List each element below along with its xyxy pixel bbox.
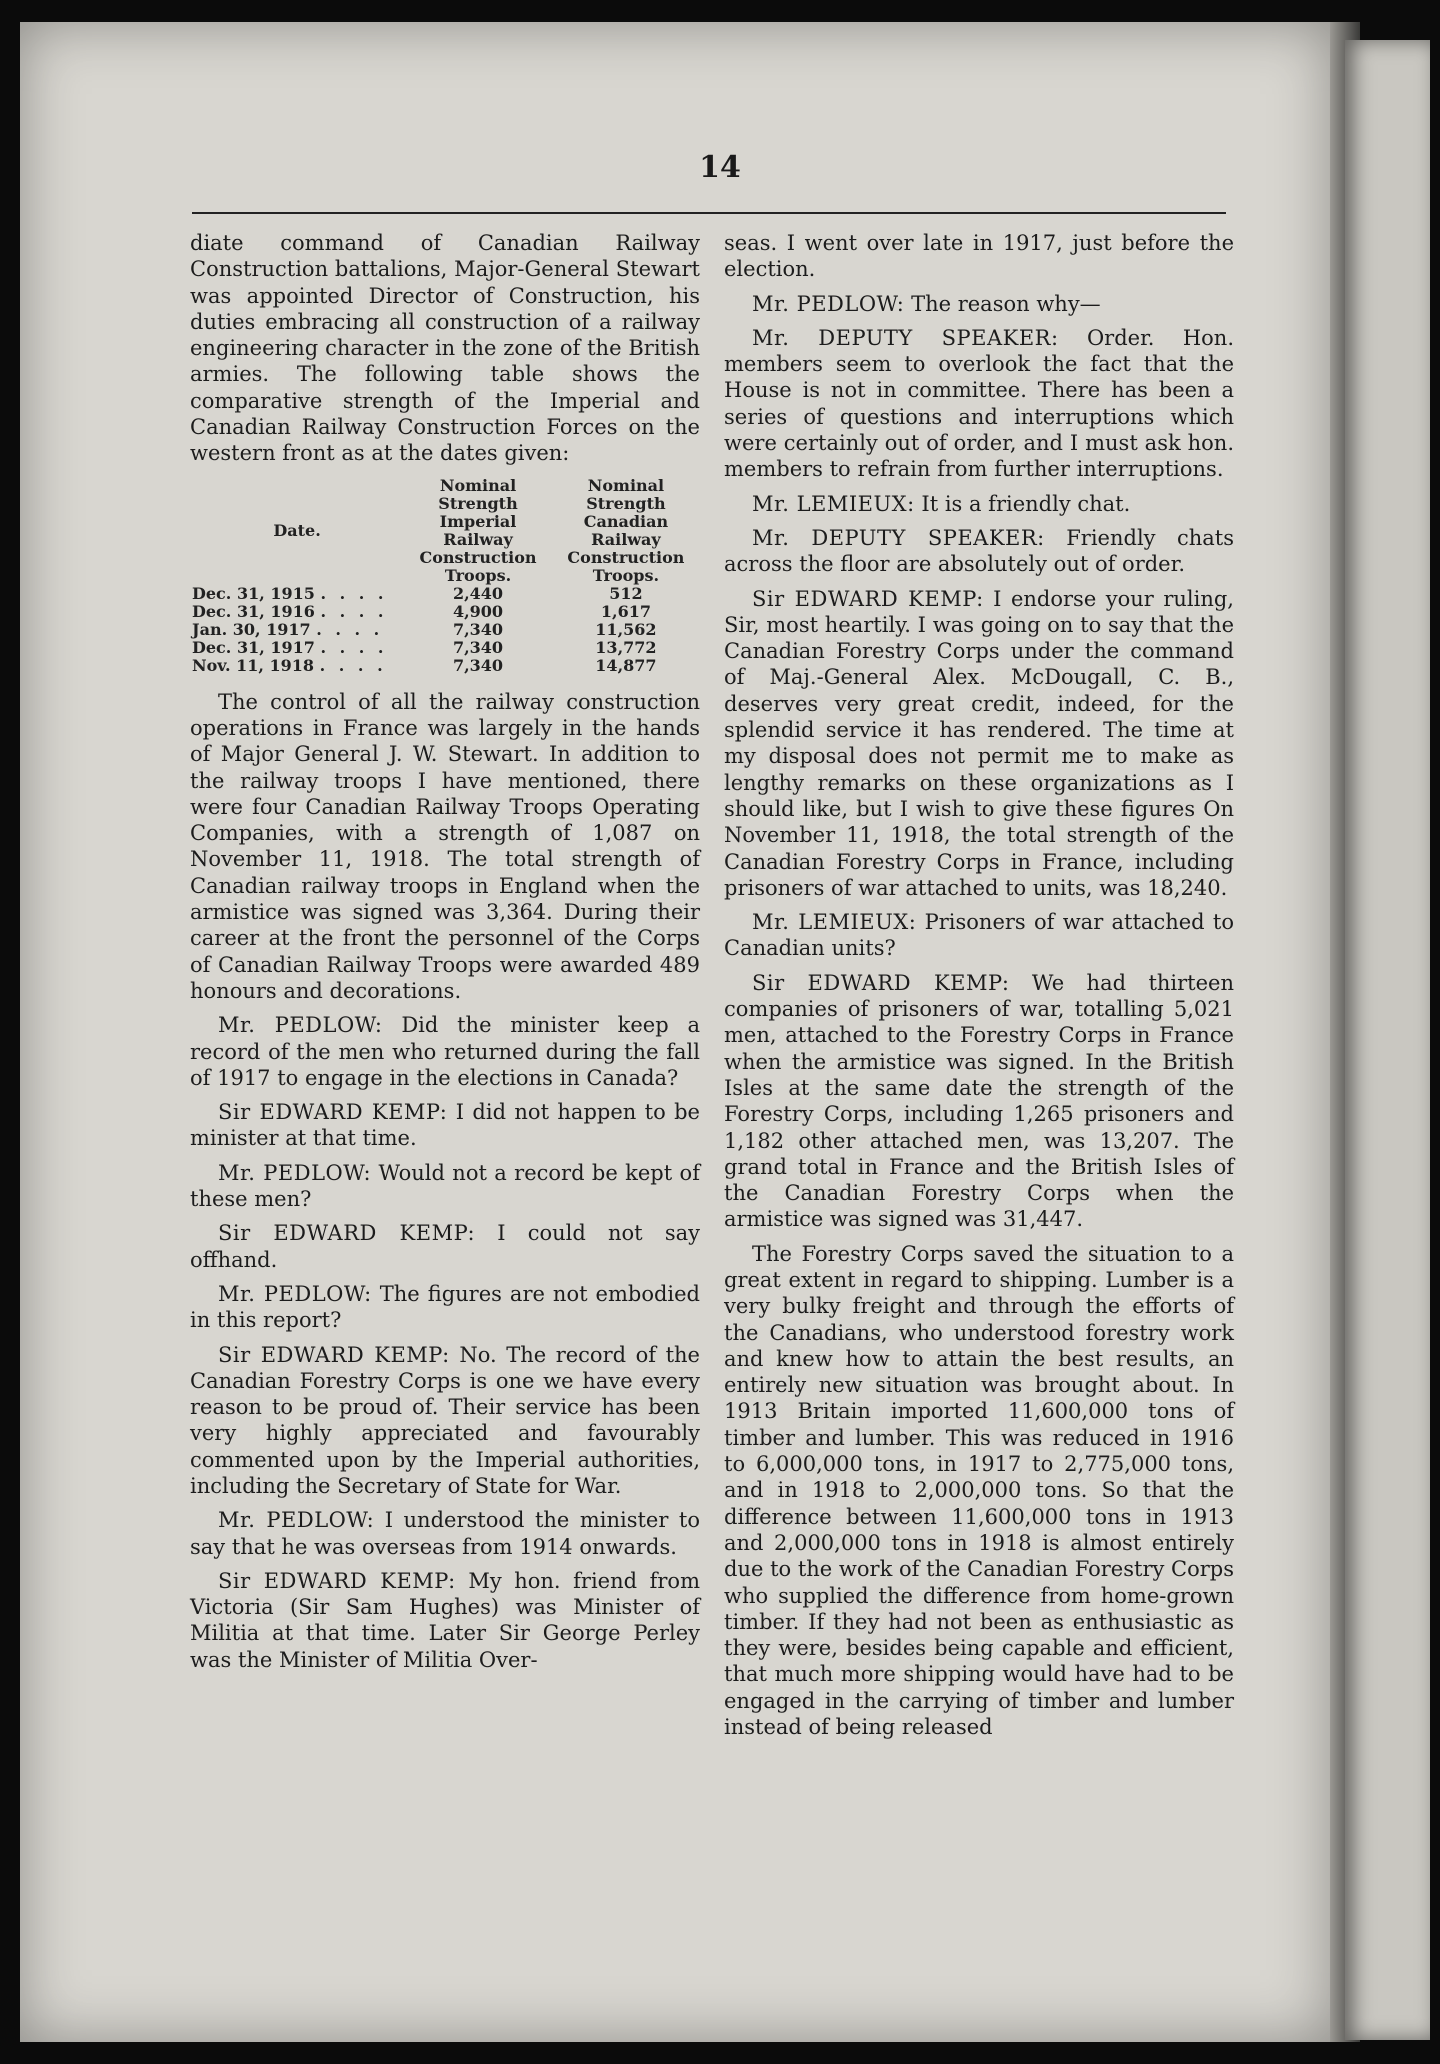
right-paragraph-9: The Forestry Corps saved the situation to a great extent in regard to shipping. Lumber is a very bulky freight and through the efforts of the Canadians, who understood forestry work and knew how to attain the best results, an entirely new situation was brought about. In 1913 Britain imported 11,600,000 tons of timber and lumber. This was reduced in 1916 to 6,000,000 tons, in 1917 to 2,775,000 tons, and in 1918 to 2,000,000 tons. So that the difference between 11,600,000 tons in 1913 and 2,000,000 tons in 1918 is almost entirely due to the work of the Canadian Forestry Corps who supplied the difference from home-grown timber. If they had not been as enthusiastic as they were, besides being capable and efficient, that much more shipping would have had to be engaged in the carrying of timber and lumber instead of being released	[724, 1241, 1234, 1740]
speaker-name: Sir EDWARD KEMP:	[218, 1100, 448, 1125]
right-column	[724, 230, 1234, 1748]
row-date: Dec. 31, 1916	[192, 601, 315, 621]
row-dots: . . . .	[320, 637, 388, 657]
row-imperial: 4,900	[452, 601, 504, 621]
speech-text: My hon. friend from Victoria (Sir Sam Hughes) was Minister of Militia at that time. Later Sir George Perley was the Minister of Militia Over-	[190, 1568, 700, 1672]
speech-text: Did the minister keep a record of the men who returned during the fall of 1917 to engage in the elections in Canada?	[190, 1013, 700, 1090]
left-paragraph-6	[190, 1220, 700, 1273]
table-header-date: Date.	[273, 520, 321, 540]
left-paragraph-10	[190, 1568, 700, 1673]
left-paragraph-8	[190, 1342, 700, 1500]
speaker-name: Mr. PEDLOW:	[218, 1013, 383, 1038]
left-paragraph-4	[190, 1099, 700, 1152]
speech-text: I did not happen to be minister at that time.	[190, 1100, 700, 1151]
page-number: 14	[699, 150, 741, 185]
speaker-name: Mr. DEPUTY SPEAKER:	[752, 325, 1059, 350]
row-dots: . . . .	[319, 655, 387, 675]
left-paragraph-5	[190, 1160, 700, 1213]
row-date: Dec. 31, 1915	[192, 583, 315, 603]
row-date: Dec. 31, 1917	[192, 637, 315, 657]
speech-text: We had thirteen companies of prisoners of war, totalling 5,021 men, attached to the Forestry Corps in France when the armistice was signed. In the British Isles at the same date the strength of the Forestry Corps, including 1,265 prisoners and 1,182 other attached men, was 13,207. The grand total in France and the British Isles of the Canadian Forestry Corps when the armistice was signed was 31,447.	[724, 970, 1234, 1232]
speaker-name: Mr. PEDLOW:	[218, 1160, 372, 1185]
left-paragraph-9	[190, 1507, 700, 1560]
left-paragraph-3	[190, 1012, 700, 1091]
right-paragraph-6	[724, 586, 1234, 902]
right-paragraph-3	[724, 325, 1234, 483]
adjacent-page-edge	[1345, 40, 1430, 2040]
right-paragraph-8	[724, 970, 1234, 1233]
speaker-name: Sir EDWARD KEMP:	[752, 586, 984, 611]
left-paragraph-1: diate command of Canadian Railway Construction battalions, Major-General Stewart was appointed Director of Construction, his duties embracing all construction of a railway engineering character in the zone of the British armies. The following table shows the comparative strength of the Imperial and Canadian Railway Construction Forces on the western front as at the dates given:	[190, 231, 700, 466]
row-canadian: 512	[609, 583, 643, 603]
speech-text: The reason why—	[911, 291, 1101, 316]
row-canadian: 11,562	[595, 619, 657, 639]
table-header-canadian: Nominal Strength Canadian Railway Construction Troops.	[567, 475, 685, 585]
right-paragraph-5	[724, 525, 1234, 578]
right-paragraph-4	[724, 491, 1234, 517]
speech-text: Would not a record be kept of these men?	[190, 1160, 700, 1212]
speaker-name: Sir EDWARD KEMP:	[752, 970, 1010, 995]
speaker-name: Mr. DEPUTY SPEAKER:	[752, 525, 1045, 550]
speech-text: No. The record of the Canadian Forestry Corps is one we have every reason to be proud of. Their service has been very highly appreciated and favourably commented upon by the Imperial authorities, including the Secretary of State for War.	[190, 1342, 700, 1498]
speech-text: It is a friendly chat.	[921, 491, 1131, 516]
speaker-name: Sir EDWARD KEMP:	[218, 1221, 476, 1246]
speech-text: I endorse your ruling, Sir, most heartily. I was going on to say that the Canadian Forestry Corps under the command of Maj.-General Alex. McDougall, C. B., deserves very great credit, indeed, for the splendid service it has rendered. The time at my disposal does not permit me to make as lengthy remarks on these organizations as I should like, but I wish to give these figures On November 11, 1918, the total strength of the Canadian Forestry Corps in France, including prisoners of war attached to units, was 18,240.	[724, 586, 1234, 900]
table-row	[190, 603, 700, 621]
header-rule	[192, 212, 1226, 214]
table-row	[190, 639, 700, 657]
row-dots: . . . .	[320, 601, 388, 621]
speaker-name: Mr. LEMIEUX:	[752, 491, 915, 516]
speaker-name: Sir EDWARD KEMP:	[218, 1342, 450, 1367]
row-canadian: 13,772	[595, 637, 657, 657]
row-imperial: 7,340	[452, 655, 504, 675]
row-imperial: 2,440	[452, 583, 504, 603]
speaker-name: Sir EDWARD KEMP:	[218, 1568, 456, 1593]
row-canadian: 1,617	[600, 601, 651, 621]
speaker-name: Mr. LEMIEUX:	[752, 910, 917, 935]
row-dots: . . . .	[316, 619, 384, 639]
left-paragraph-2: The control of all the railway construction operations in France was largely in the hands of Major General J. W. Stewart. In addition to the railway troops I have mentioned, there were four Canadian Railway Troops Operating Companies, with a strength of 1,087 on November 11, 1918. The total strength of Canadian railway troops in England when the armistice was signed was 3,364. During their career at the front the personnel of the Corps of Canadian Railway Troops were awarded 489 honours and decorations.	[190, 689, 700, 1003]
row-dots: . . . .	[320, 583, 388, 603]
row-canadian: 14,877	[595, 655, 657, 675]
speaker-name: Mr. PEDLOW:	[218, 1508, 375, 1533]
strength-table	[190, 477, 700, 675]
right-paragraph-1: seas. I went over late in 1917, just before the election.	[724, 231, 1234, 282]
left-column	[190, 230, 700, 1681]
table-row	[190, 585, 700, 603]
row-date: Nov. 11, 1918	[192, 655, 315, 675]
table-row	[190, 621, 700, 639]
speaker-name: Mr. PEDLOW:	[218, 1281, 372, 1306]
table-row	[190, 657, 700, 675]
speech-text: The figures are not embodied in this report?	[190, 1281, 700, 1333]
speech-text: I understood the minister to say that he was overseas from 1914 onwards.	[190, 1508, 700, 1559]
right-paragraph-7	[724, 909, 1234, 962]
row-imperial: 7,340	[452, 637, 504, 657]
row-date: Jan. 30, 1917	[192, 619, 311, 639]
table-header-imperial: Nominal Strength Imperial Railway Construction Troops.	[419, 475, 537, 585]
speaker-name: Mr. PEDLOW:	[752, 291, 905, 316]
speech-text: Order. Hon. members seem to overlook the fact that the House is not in committee. There has been a series of questions and interruptions which were certainly out of order, and I must ask hon. members to refrain from further interruptions.	[724, 325, 1234, 482]
speech-text: Friendly chats across the floor are absolutely out of order.	[724, 525, 1235, 577]
row-imperial: 7,340	[452, 619, 504, 639]
right-paragraph-2	[724, 291, 1234, 317]
speech-text: Prisoners of war attached to Canadian units?	[724, 910, 1234, 961]
left-paragraph-7	[190, 1281, 700, 1334]
speech-text: I could not say offhand.	[190, 1221, 700, 1272]
